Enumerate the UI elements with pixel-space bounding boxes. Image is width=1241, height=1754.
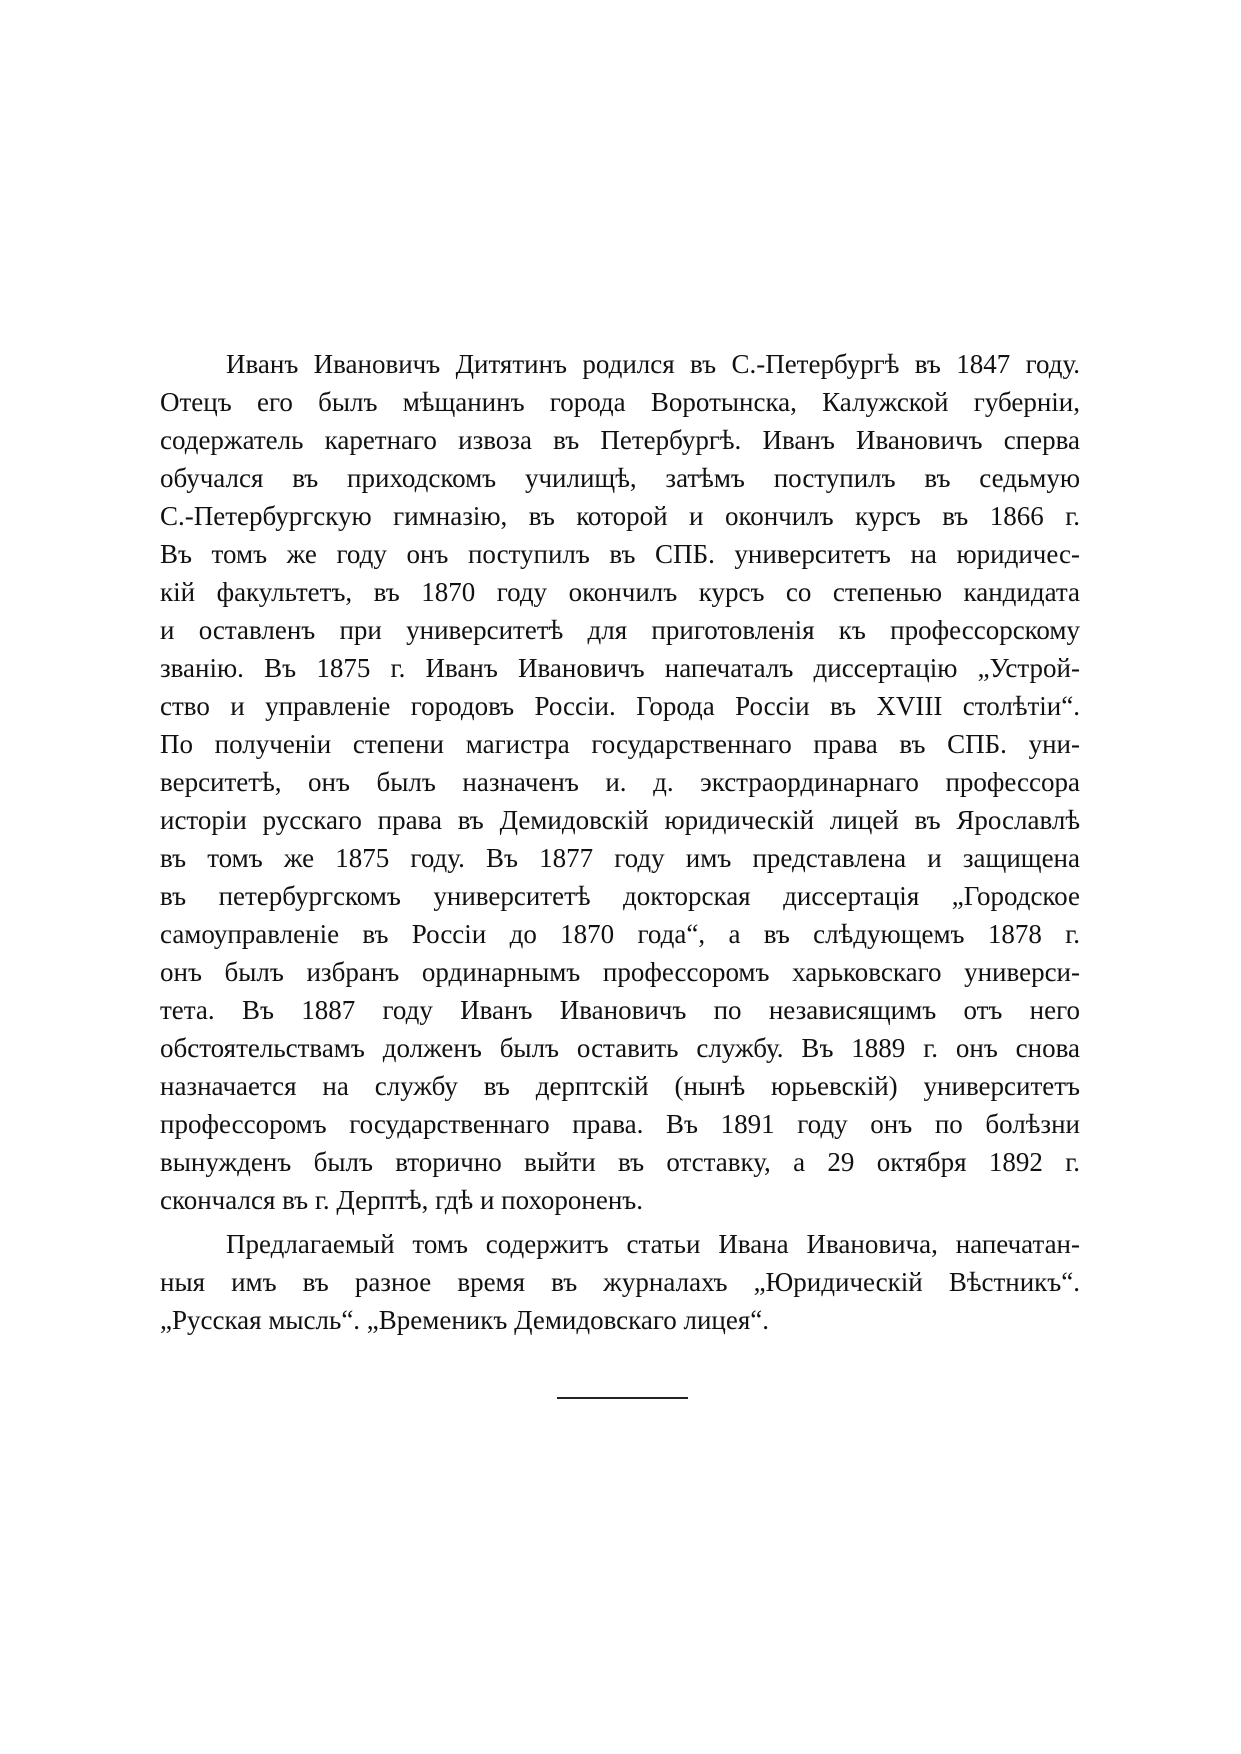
text-line: обстоятельствамъ долженъ былъ оставить службу. Въ 1889 г. онъ снова [160, 1033, 1080, 1063]
text-line: онъ былъ избранъ ординарнымъ профессоромъ харьковскаго универси- [160, 957, 1080, 987]
text-line: въ томъ же 1875 году. Въ 1877 году имъ представлена и защищена [160, 843, 1080, 873]
section-divider [557, 1397, 688, 1399]
text-line: въ петербургскомъ университетѣ докторская диссертація „Городское [160, 881, 1080, 911]
text-line: Отецъ его былъ мѣщанинъ города Воротынска, Калужской губерніи, [160, 387, 1080, 417]
text-line: ныя имъ въ разное время въ журналахъ „Юридическій Вѣстникъ“. [160, 1267, 1080, 1297]
text-line: Въ томъ же году онъ поступилъ въ СПБ. университетъ на юридичес- [160, 539, 1080, 569]
text-line: „Русская мысль“. „Временикъ Демидовскаго лицея“. [160, 1305, 770, 1335]
text-line: назначается на службу въ дерптскій (нынѣ юрьевскій) университетъ [160, 1071, 1080, 1101]
text-line: и оставленъ при университетѣ для приготовленія къ профессорскому [160, 615, 1080, 645]
text-line: скончался въ г. Дерптѣ, гдѣ и похороненъ. [160, 1185, 643, 1215]
text-line: исторіи русскаго права въ Демидовскій юридическій лицей въ Ярославлѣ [160, 805, 1080, 835]
text-line: Иванъ Ивановичъ Дитятинъ родился въ С.-Петербургѣ въ 1847 году. [226, 349, 1080, 379]
text-line: тета. Въ 1887 году Иванъ Ивановичъ по независящимъ отъ него [160, 995, 1080, 1025]
text-line: обучался въ приходскомъ училищѣ, затѣмъ поступилъ въ седьмую [160, 463, 1080, 493]
text-line: званію. Въ 1875 г. Иванъ Ивановичъ напечаталъ диссертацію „Устрой- [160, 653, 1080, 683]
text-line: содержатель каретнаго извоза въ Петербургѣ. Иванъ Ивановичъ сперва [160, 425, 1080, 455]
text-line: профессоромъ государственнаго права. Въ 1891 году онъ по болѣзни [160, 1109, 1080, 1139]
text-line: ство и управленіе городовъ Россіи. Города Россіи въ XVIII столѣтіи“. [160, 691, 1080, 721]
text-line: Предлагаемый томъ содержитъ статьи Ивана Ивановича, напечатан- [226, 1229, 1080, 1259]
text-line: По полученіи степени магистра государственнаго права въ СПБ. уни- [160, 729, 1080, 759]
text-line: кій факультетъ, въ 1870 году окончилъ курсъ со степенью кандидата [160, 577, 1080, 607]
text-line: вынужденъ былъ вторично выйти въ отставку, а 29 октября 1892 г. [160, 1147, 1080, 1177]
text-line: С.-Петербургскую гимназію, въ которой и окончилъ курсъ въ 1866 г. [160, 501, 1080, 531]
text-line: верситетѣ, онъ былъ назначенъ и. д. экстраординарнаго профессора [160, 767, 1080, 797]
text-line: самоуправленіе въ Россіи до 1870 года“, а въ слѣдующемъ 1878 г. [160, 919, 1080, 949]
